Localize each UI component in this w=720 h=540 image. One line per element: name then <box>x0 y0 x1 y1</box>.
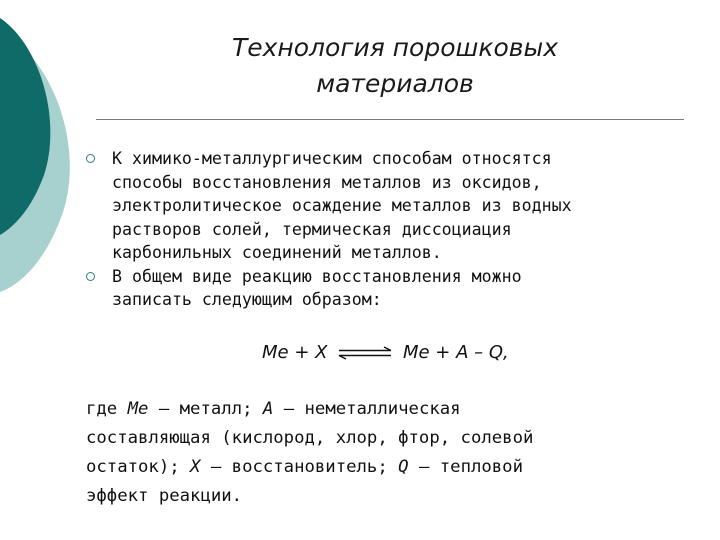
hollow-circle-bullet-icon <box>86 154 95 163</box>
legend-text: – тепловой <box>408 457 523 477</box>
reversible-reaction-arrow-icon <box>337 346 393 360</box>
legend-text: где <box>86 399 128 419</box>
bullet-line: электролитическое осаждение металлов из водных <box>112 196 572 215</box>
bullet-item-reaction <box>84 265 684 312</box>
equation-left-side: Me + X <box>262 342 328 363</box>
reaction-equation <box>262 340 509 366</box>
title-divider <box>96 119 684 120</box>
legend-variable: Q <box>398 457 409 477</box>
bullet-line: карбонильных соединений металлов. <box>112 243 442 262</box>
legend-text: составляющая (кислород, хлор, фтор, солевой <box>86 428 534 448</box>
hollow-circle-bullet-icon <box>86 272 95 281</box>
equation-right-side: Me + A – Q, <box>402 342 509 363</box>
equation-legend <box>86 395 686 511</box>
legend-text: остаток); <box>86 457 191 477</box>
bullet-item-methods <box>84 147 684 265</box>
slide-title <box>150 30 640 102</box>
slide-title-line-2: материалов <box>316 69 474 98</box>
bullet-line: записать следующим образом: <box>112 290 382 309</box>
decorative-corner-shapes <box>0 0 80 300</box>
legend-text: эффект реакции. <box>86 486 243 506</box>
bullet-line: способы восстановления металлов из оксидов, <box>112 172 542 192</box>
legend-variable: X <box>190 457 201 477</box>
legend-variable: Me <box>127 399 149 419</box>
bullet-line: К химико-металлургическим способам относятся <box>112 149 552 168</box>
legend-variable: A <box>262 399 274 419</box>
legend-text: – металл; <box>148 399 263 419</box>
legend-text: – восстановитель; <box>200 457 399 477</box>
bullet-list <box>84 147 684 312</box>
bullet-line: В общем виде реакцию восстановления можно <box>112 266 522 286</box>
bullet-line: растворов солей, термическая диссоциация <box>112 219 512 239</box>
slide-title-line-1: Технология порошковых <box>231 33 559 62</box>
legend-text: – неметаллическая <box>273 399 461 419</box>
